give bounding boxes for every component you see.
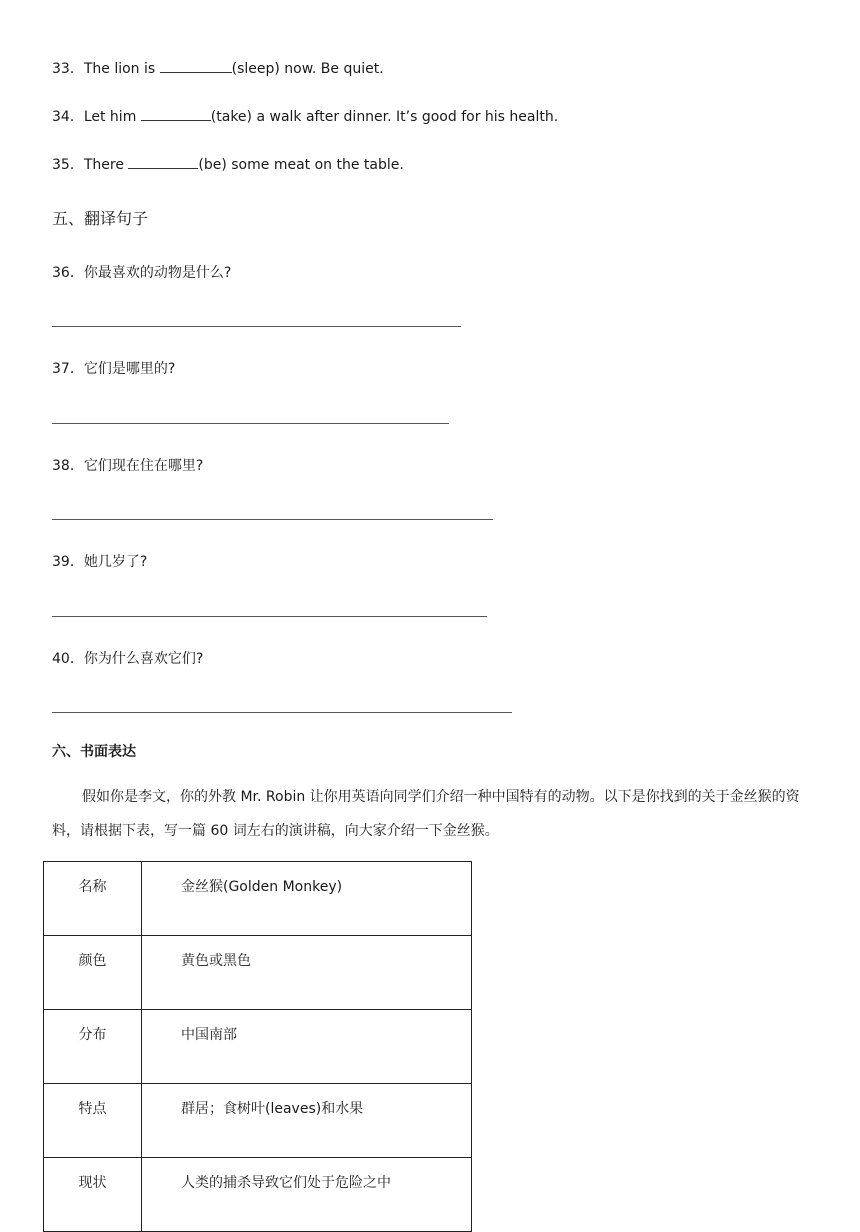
table-key: 特点: [44, 1084, 142, 1158]
golden-monkey-info-table: [43, 861, 472, 1232]
question-text: 你为什么喜欢它们?: [83, 651, 204, 667]
question-text: 你最喜欢的动物是什么?: [83, 265, 232, 281]
question-35: 35．There (be) some meat on the table.: [52, 157, 404, 173]
table-row: [44, 862, 472, 936]
answer-line-40[interactable]: [52, 712, 512, 713]
question-text-before: The lion is: [83, 61, 160, 77]
question-text-after: (take) a walk after dinner. It’s good for his health.: [210, 109, 559, 125]
question-40: 40．你为什么喜欢它们?: [52, 651, 204, 667]
question-38: 38．它们现在住在哪里?: [52, 458, 204, 474]
table-value: 群居；食树叶(leaves)和水果: [142, 1084, 472, 1158]
question-34: 34．Let him (take) a walk after dinner. It’s good for his health.: [52, 109, 559, 125]
table-row: [44, 936, 472, 1010]
writing-prompt: 假如你是李文，你的外教 Mr. Robin 让你用英语向同学们介绍一种中国特有的动物。以下是你找到的关于金丝猴的资料，请根据下表，写一篇 60 词左右的演讲稿，向大家介绍一下金丝猴。: [52, 789, 800, 839]
question-text-after: (sleep) now. Be quiet.: [231, 61, 384, 77]
table-value: 中国南部: [142, 1010, 472, 1084]
question-number: 39: [52, 554, 70, 570]
table-key: 名称: [44, 862, 142, 936]
answer-line-36[interactable]: [52, 326, 461, 327]
question-37: 37．它们是哪里的?: [52, 361, 176, 377]
question-number: 37: [52, 361, 70, 377]
table-value: 金丝猴(Golden Monkey): [142, 862, 472, 936]
answer-blank[interactable]: [160, 60, 232, 73]
question-text: 它们现在住在哪里?: [83, 458, 204, 474]
question-text-after: (be) some meat on the table.: [198, 157, 404, 173]
question-text-before: There: [83, 157, 129, 173]
question-text: 她几岁了?: [83, 554, 148, 570]
table-row: [44, 1158, 472, 1232]
question-text-before: Let him: [83, 109, 141, 125]
answer-line-37[interactable]: [52, 423, 449, 424]
answer-blank[interactable]: [128, 156, 198, 169]
question-text: 它们是哪里的?: [83, 361, 176, 377]
question-33: 33．The lion is (sleep) now. Be quiet.: [52, 61, 384, 77]
table-key: 颜色: [44, 936, 142, 1010]
table-row: [44, 1010, 472, 1084]
table-row: [44, 1084, 472, 1158]
question-36: 36．你最喜欢的动物是什么?: [52, 265, 232, 281]
table-value: 人类的捕杀导致它们处于危险之中: [142, 1158, 472, 1232]
question-number: 33: [52, 61, 70, 77]
question-number: 38: [52, 458, 70, 474]
question-number: 35: [52, 157, 70, 173]
question-39: 39．她几岁了?: [52, 554, 148, 570]
answer-line-38[interactable]: [52, 519, 493, 520]
section-five-heading: 五、翻译句子: [52, 209, 149, 228]
table-key: 现状: [44, 1158, 142, 1232]
answer-blank[interactable]: [141, 108, 211, 121]
table-value: 黄色或黑色: [142, 936, 472, 1010]
question-number: 34: [52, 109, 70, 125]
section-six-heading: 六、书面表达: [52, 744, 136, 760]
table-key: 分布: [44, 1010, 142, 1084]
answer-line-39[interactable]: [52, 616, 487, 617]
question-number: 36: [52, 265, 70, 281]
question-number: 40: [52, 651, 70, 667]
